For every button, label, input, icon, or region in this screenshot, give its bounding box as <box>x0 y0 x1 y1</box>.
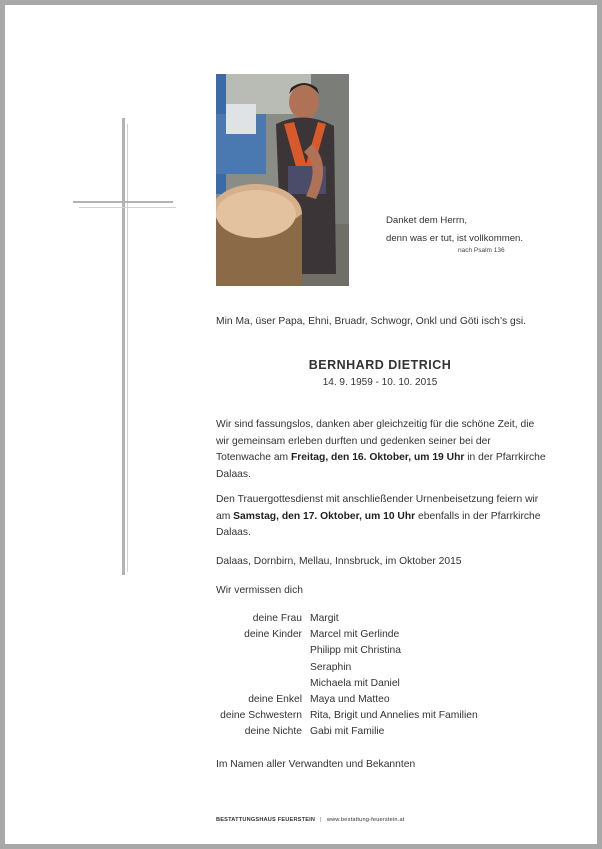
funeral-date: Samstag, den 17. Oktober, um 10 Uhr <box>233 510 416 522</box>
family-relation: deine Frau <box>252 613 302 624</box>
deceased-dates: 14. 9. 1959 - 10. 10. 2015 <box>322 377 438 388</box>
portrait-photo <box>216 74 349 286</box>
bible-quote <box>386 212 523 255</box>
family-relation: deine Schwestern <box>220 710 302 722</box>
family-names: Michaela mit Daniel <box>310 677 400 689</box>
footer-separator: | <box>320 817 322 823</box>
family-row <box>212 643 478 659</box>
miss-line: Wir vermissen dich <box>216 585 303 596</box>
wake-paragraph <box>216 417 546 483</box>
family-relation: deine Enkel <box>248 694 302 706</box>
footer <box>216 817 405 823</box>
funeral-text-after: ebenfalls in der Pfarrkirche Dalaas. <box>216 510 541 538</box>
family-row <box>212 660 478 676</box>
cross-vertical-shadow <box>127 124 128 572</box>
funeral-paragraph <box>216 492 546 542</box>
wake-text-after: in der Pfarrkirche Dalaas. <box>216 452 546 480</box>
family-names: Margit <box>310 613 339 624</box>
funeral-text-before: Den Trauergottesdienst mit anschließender Urnenbeisetzung feiern wir am <box>216 494 539 522</box>
intro-line: Min Ma, üser Papa, Ehni, Bruadr, Schwogr, Onkl und Göti isch’s gsi. <box>216 316 527 327</box>
family-relation: deine Kinder <box>244 629 302 641</box>
family-names: Rita, Brigit und Annelies mit Familien <box>310 710 478 722</box>
family-row <box>212 627 478 643</box>
family-relation <box>212 676 310 692</box>
family-names: Marcel mit Gerlinde <box>310 629 400 641</box>
deceased-name: BERNHARD DIETRICH <box>308 358 452 372</box>
cross-horizontal-beam <box>73 201 173 203</box>
family-row <box>212 692 478 708</box>
cross-vertical-beam <box>122 118 125 575</box>
family-names: Seraphin <box>310 661 352 673</box>
wake-date: Freitag, den 16. Oktober, um 19 Uhr <box>290 452 465 463</box>
wake-text-before: Wir sind fassungslos, danken aber gleichzeitig für die schöne Zeit, die wir gemeinsam erleben durften und gedenken seiner bei der Totenwache am <box>216 419 535 463</box>
family-relation <box>212 660 310 676</box>
quote-source: nach Psalm 136 <box>458 247 505 254</box>
funeral-home-url: www.bestattung-feuerstein.at <box>326 817 405 823</box>
cross-horizontal-shadow <box>79 207 176 208</box>
family-row <box>212 611 478 627</box>
family-list <box>212 611 478 741</box>
places-date-line: Dalaas, Dornbirn, Mellau, Innsbruck, im Oktober 2015 <box>216 556 462 567</box>
quote-line-2: denn was er tut, ist vollkommen. <box>386 233 524 244</box>
family-names: Philipp mit Christina <box>310 645 401 657</box>
funeral-home-name: BESTATTUNGSHAUS FEUERSTEIN <box>216 817 316 823</box>
family-row <box>212 676 478 692</box>
family-names: Maya und Matteo <box>310 694 390 706</box>
family-row <box>212 724 478 740</box>
closing-line: Im Namen aller Verwandten und Bekannten <box>216 759 416 770</box>
quote-line-1: Danket dem Herrn, <box>386 215 468 226</box>
family-relation <box>212 643 310 659</box>
family-names: Gabi mit Familie <box>310 726 385 738</box>
family-row <box>212 708 478 724</box>
family-relation: deine Nichte <box>244 726 302 738</box>
